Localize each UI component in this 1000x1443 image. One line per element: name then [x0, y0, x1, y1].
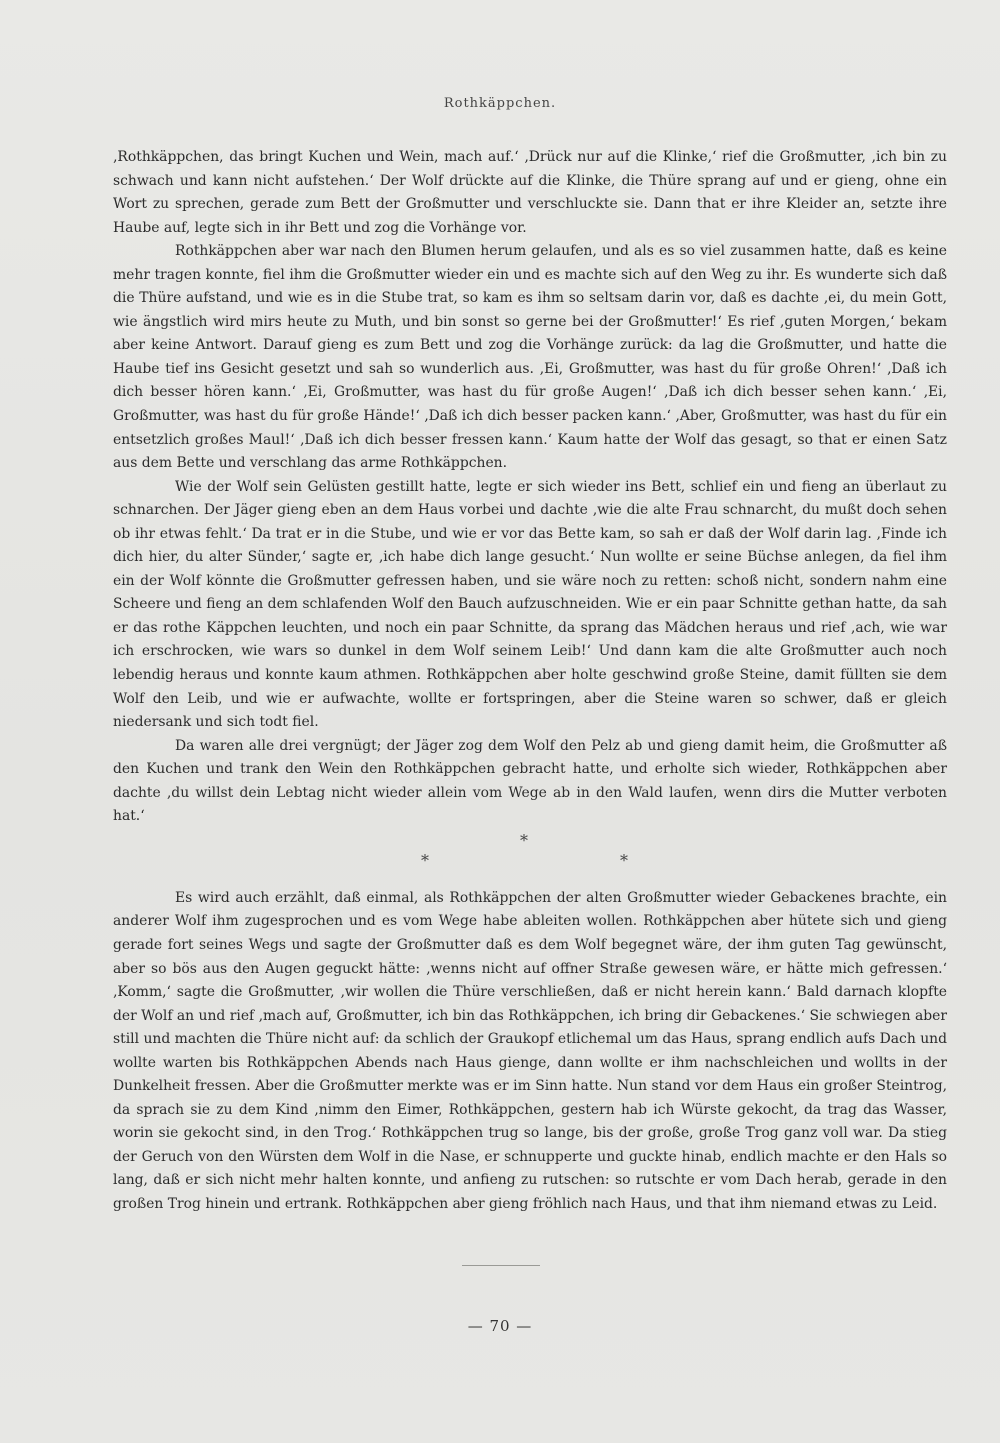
paragraph-4: Da waren alle drei vergnügt; der Jäger zog dem Wolf den Pelz ab und gieng damit heim, die Großmutter aß den Kuchen und trank den Wein den Rothkäppchen gebracht hatte, und erholte sich wieder, Rothkäppchen aber dachte ‚du willst dein Lebtag nicht wieder allein vom Wege ab in den Wald laufen, wenn dirs die Mutter verboten hat.‘ — [113, 737, 947, 825]
section-separator — [113, 831, 947, 879]
page-number: — 70 — — [467, 1317, 533, 1335]
separator-star: * — [421, 850, 429, 870]
separator-star: * — [520, 830, 528, 850]
paragraph-1: ‚Rothkäppchen, das bringt Kuchen und Wein, mach auf.‘ ‚Drück nur auf die Klinke,‘ rief die Großmutter, ‚ich bin zu schwach und kann nicht aufstehen.‘ Der Wolf drückte auf die Klinke, die Thüre sprang auf und er gieng, ohne ein Wort zu sprechen, gerade zum Bett der Großmutter und verschluckte sie. Dann that er ihre Kleider an, setzte ihre Haube auf, legte sich in ihr Bett und zog die Vorhänge vor. — [113, 149, 947, 236]
separator-star: * — [620, 850, 628, 870]
paragraph-2: Rothkäppchen aber war nach den Blumen herum gelaufen, und als es so viel zusammen hatte, daß es keine mehr tragen konnte, fiel ihm die Großmutter wieder ein und es machte sich auf den Weg zu ihr. Es wunderte sich daß die Thüre aufstand, und wie es in die Stube trat, so kam es ihm so seltsam darin vor, daß es dachte ‚ei, du mein Gott, wie ängstlich wird mirs heute zu Muth, und bin sonst so gerne bei der Großmutter!‘ Es rief ‚guten Morgen,‘ bekam aber keine Antwort. Darauf gieng es zum Bett und zog die Vorhänge zurück: da lag die Großmutter, und hatte die Haube tief ins Gesicht gesetzt und sah so wunderlich aus. ‚Ei, Großmutter, was hast du für große Ohren!‘ ‚Daß ich dich besser hören kann.‘ ‚Ei, Großmutter, was hast du für große Augen!‘ ‚Daß ich dich besser sehen kann.‘ ‚Ei, Großmutter, was hast du für große Hände!‘ ‚Daß ich dich besser packen kann.‘ ‚Aber, Großmutter, was hast du für ein entsetzlich großes Maul!‘ ‚Daß ich dich besser fressen kann.‘ Kaum hatte der Wolf das gesagt, so that er einen Satz aus dem Bette und verschlang das arme Rothkäppchen. — [113, 243, 947, 472]
footer-rule — [462, 1265, 540, 1266]
paragraph-5: Es wird auch erzählt, daß einmal, als Rothkäppchen der alten Großmutter wieder Gebackenes brachte, ein anderer Wolf ihm zugesprochen und es vom Wege habe ableiten wollen. Rothkäppchen aber hütete sich und gieng gerade fort seines Wegs und sagte der Großmutter daß es dem Wolf begegnet wäre, der ihm guten Tag gewünscht, aber so bös aus den Augen geguckt hätte: ‚wenns nicht auf offner Straße gewesen wäre, er hätte mich gefressen.‘ ‚Komm,‘ sagte die Großmutter, ‚wir wollen die Thüre verschließen, daß er nicht herein kann.‘ Bald darnach klopfte der Wolf an und rief ‚mach auf, Großmutter, ich bin das Rothkäppchen, ich bring dir Gebackenes.‘ Sie schwiegen aber still und machten die Thüre nicht auf: da schlich der Graukopf etlichemal um das Haus, sprang endlich aufs Dach und wollte warten bis Rothkäppchen Abends nach Haus gienge, dann wollte er ihm nachschleichen und wollts in der Dunkelheit fressen. Aber die Großmutter merkte was er im Sinn hatte. Nun stand vor dem Haus ein großer Steintrog, da sprach sie zu dem Kind ‚nimm den Eimer, Rothkäppchen, gestern hab ich Würste gekocht, da trag das Wasser, worin sie gekocht sind, in den Trog.‘ Rothkäppchen trug so lange, bis der große, große Trog ganz voll war. Da stieg der Geruch von den Würsten dem Wolf in die Nase, er schnupperte und guckte hinab, endlich machte er den Hals so lang, daß er sich nicht mehr halten konnte, und anfieng zu rutschen: so rutschte er vom Dach herab, gerade in den großen Trog hinein und ertrank. Rothkäppchen aber gieng fröhlich nach Haus, und that ihm niemand etwas zu Leid. — [113, 889, 947, 1212]
running-head: Rothkäppchen. — [443, 96, 557, 111]
text-body — [113, 146, 947, 1217]
paragraph-3: Wie der Wolf sein Gelüsten gestillt hatte, legte er sich wieder ins Bett, schlief ein und fieng an überlaut zu schnarchen. Der Jäger gieng eben an dem Haus vorbei und dachte ‚wie die alte Frau schnarcht, du mußt doch sehen ob ihr etwas fehlt.‘ Da trat er in die Stube, und wie er vor das Bette kam, so sah er daß der Wolf darin lag. ‚Finde ich dich hier, du alter Sünder,‘ sagte er, ‚ich habe dich lange gesucht.‘ Nun wollte er seine Büchse anlegen, da fiel ihm ein der Wolf könnte die Großmutter gefressen haben, und sie wäre noch zu retten: schoß nicht, sondern nahm eine Scheere und fieng an dem schlafenden Wolf den Bauch aufzuschneiden. Wie er ein paar Schnitte gethan hatte, da sah er das rothe Käppchen leuchten, und noch ein paar Schnitte, da sprang das Mädchen heraus und rief ‚ach, wie war ich erschrocken, wie wars so dunkel in dem Wolf seinem Leib!‘ Und dann kam die alte Großmutter auch noch lebendig heraus und konnte kaum athmen. Rothkäppchen aber holte geschwind große Steine, damit füllten sie dem Wolf den Leib, und wie er aufwachte, wollte er fortspringen, aber die Steine waren so schwer, daß er gleich niedersank und sich todt fiel. — [113, 478, 947, 731]
